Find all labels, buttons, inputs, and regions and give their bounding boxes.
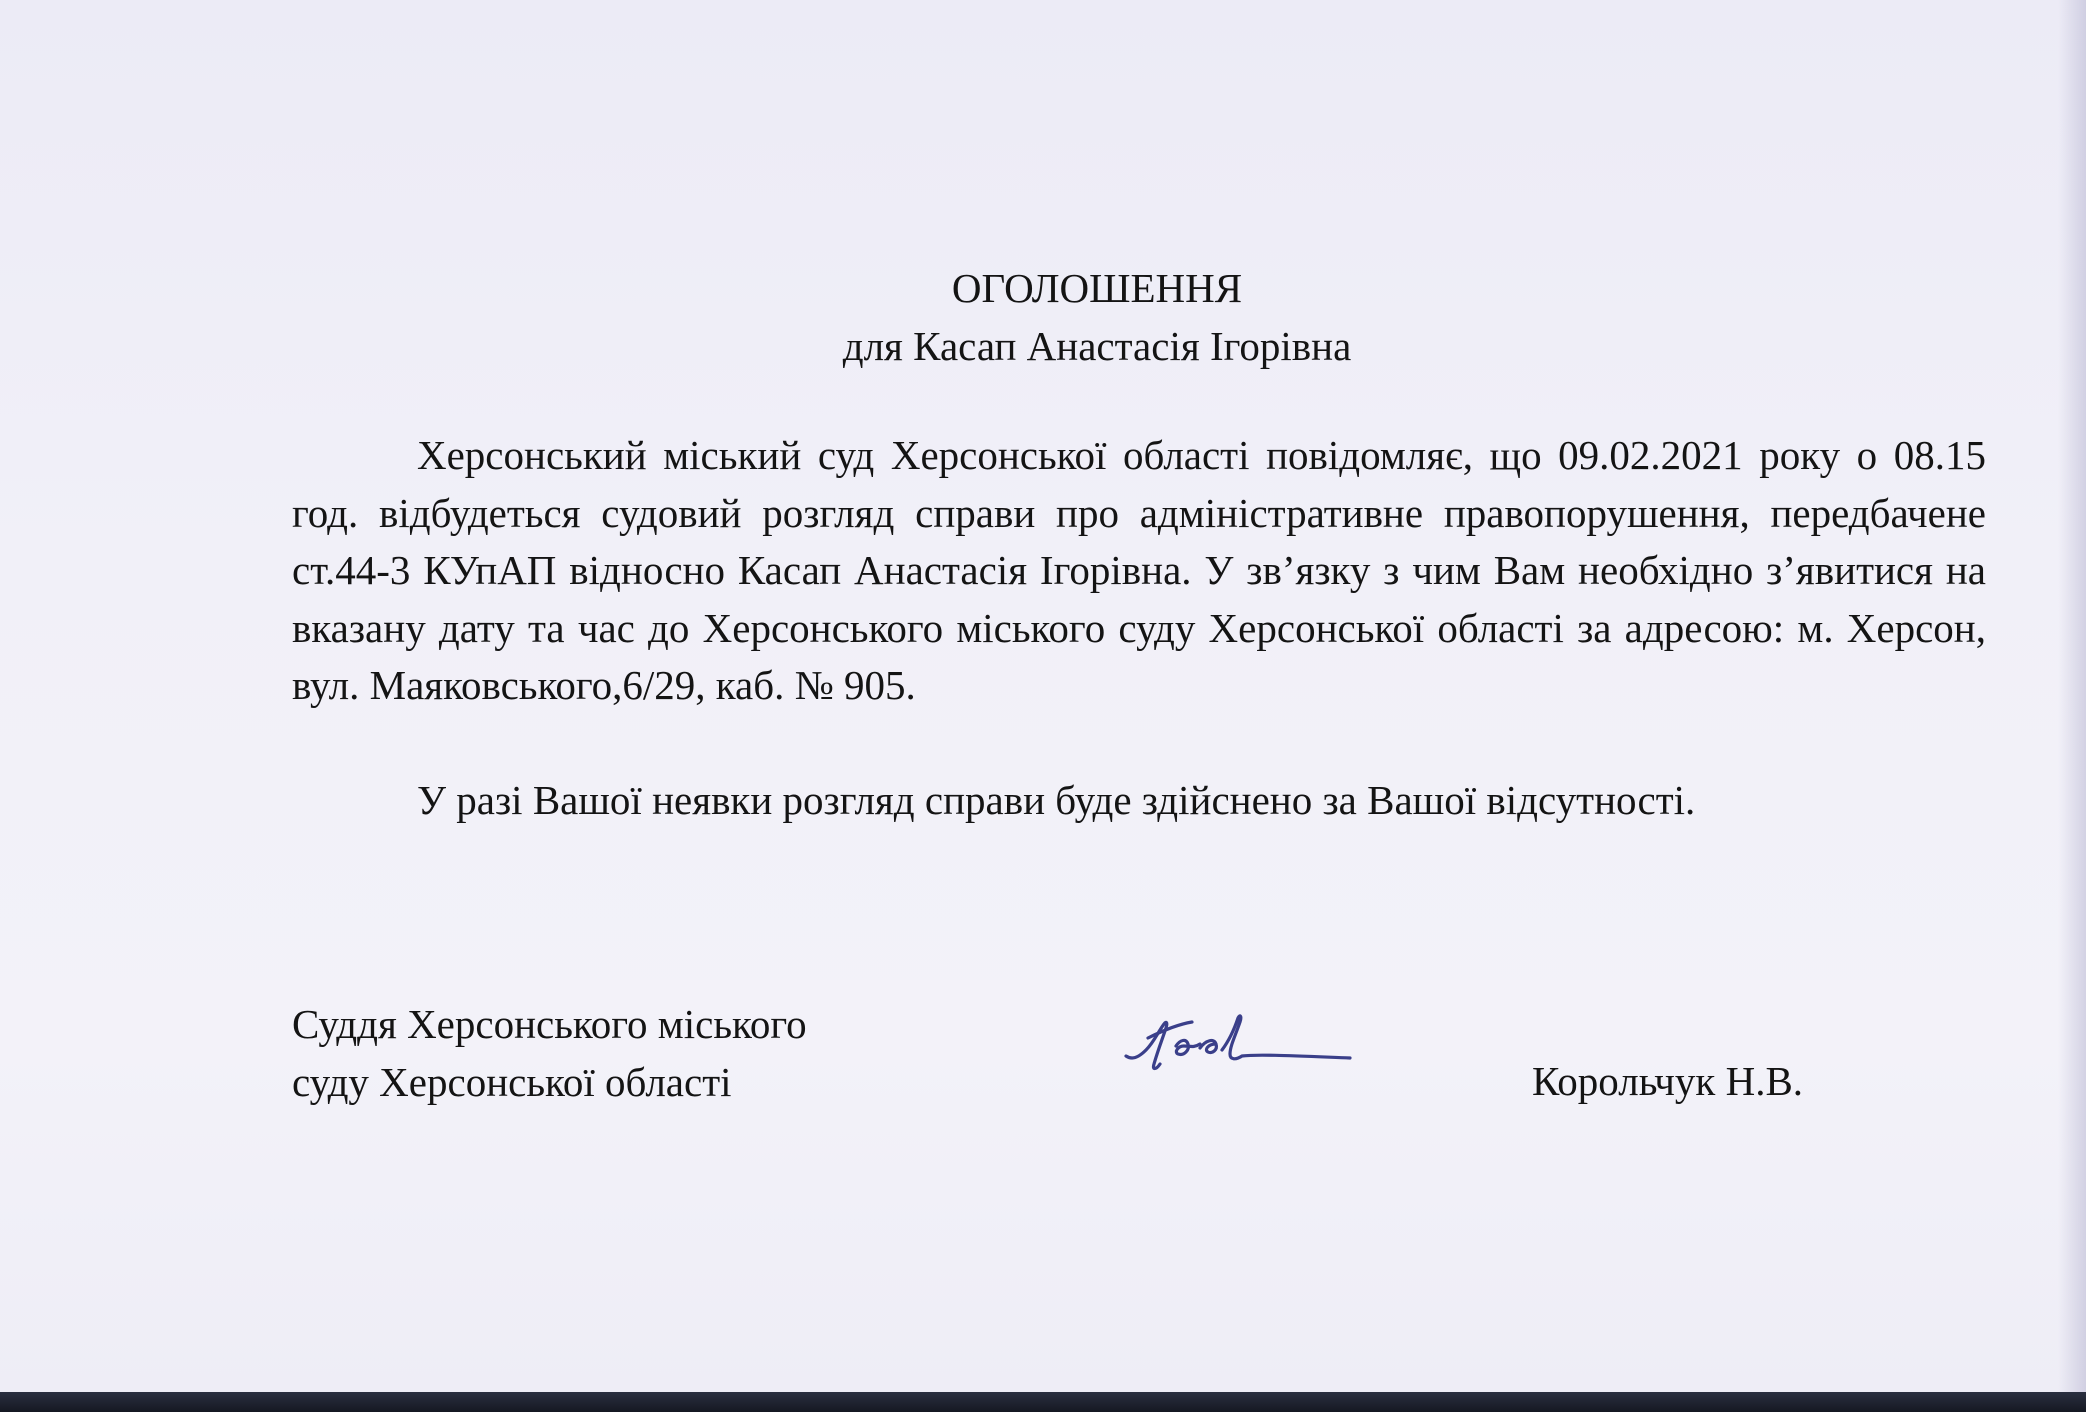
- judge-position: [292, 996, 807, 1111]
- judge-position-line-1: Суддя Херсонського міського: [292, 1001, 807, 1047]
- handwritten-signature-icon: [1118, 1004, 1358, 1084]
- document-addressee: для Касап Анастасія Ігорівна: [842, 323, 1352, 369]
- body-paragraph-1: Херсонський міський суд Херсонської області повідомляє, що 09.02.2021 року о 08.15 год. відбудеться судовий розгляд справи про адміністративне правопорушення, передбачене ст.44-3 КУпАП відносно Касап Анастасія Ігорівна. У зв’язку з чим Вам необхідно з’явитися на вказану дату та час до Херсонського міського суду Херсонської області за адресою: м. Херсон, вул. Маяковського,6/29, каб. № 905.: [292, 432, 1986, 708]
- document-title: ОГОЛОШЕННЯ: [951, 265, 1243, 311]
- judge-position-line-2: суду Херсонської області: [292, 1058, 732, 1105]
- body-paragraph-2: У разі Вашої неявки розгляд справи буде здійснено за Вашої відсутності.: [417, 777, 1696, 823]
- page-edge-shadow: [2058, 0, 2086, 1392]
- judge-name: Корольчук Н.В.: [1532, 1058, 1804, 1104]
- scan-background-edge: [0, 1392, 2086, 1412]
